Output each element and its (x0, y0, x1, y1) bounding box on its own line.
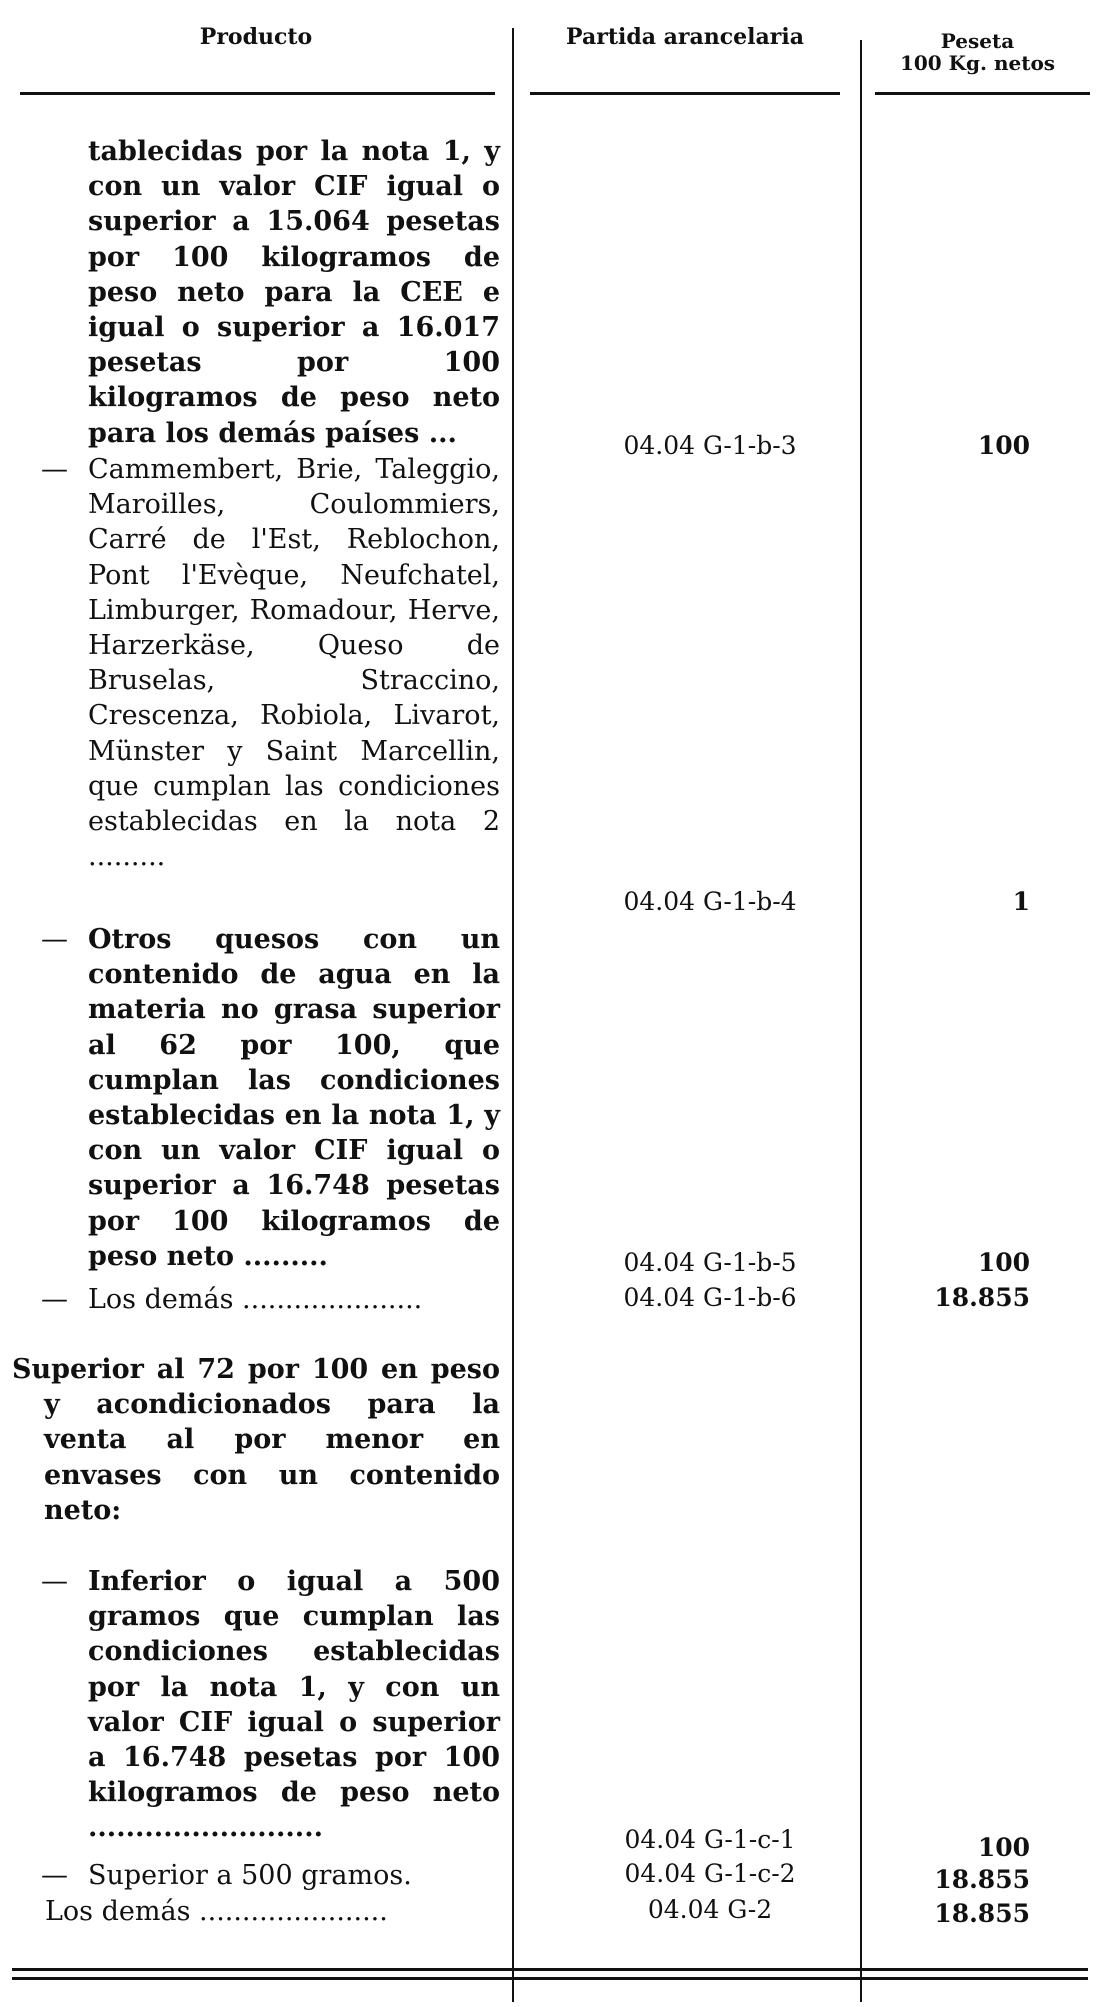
header-rule-3 (875, 92, 1090, 95)
column-divider-1 (512, 28, 514, 2002)
bottom-rule-2 (12, 1977, 1088, 1980)
row-value: 1 (1012, 887, 1030, 916)
dash-marker: — (41, 924, 68, 955)
row-description: — Cammembert, Brie, Taleggio, Maroilles, Coulommiers, Carré de l'Est, Reblochon, Pont l'Evèque, Neufchatel, Limburger, Romadour, Herve, Harzerkäse, Queso de Bruselas, Straccino, Crescenza, Robiola, Livarot, Münster y Saint Marcellin, que cumplan las condiciones establecidas en la nota 2 ......... (41, 454, 500, 873)
row-tariff: 04.04 G-2 (647, 1895, 773, 1924)
row-description: tablecidas por la nota 1, y con un valor CIF igual o superior a 15.064 pesetas por 100 kilogramos de peso neto para la CEE e igual o superior a 16.017 pesetas por 100 kilogramos de peso neto para los demás países ... (88, 136, 500, 449)
header-rule-2 (530, 92, 840, 95)
row-tariff: 04.04 G-1-c-2 (624, 1859, 796, 1888)
row-description: — Superior a 500 gramos. (88, 1858, 500, 1893)
column-divider-2 (860, 40, 862, 2002)
row-tariff: 04.04 G-1-b-6 (623, 1283, 797, 1312)
header-value (865, 30, 1090, 74)
row-tariff: 04.04 G-1-b-3 (623, 431, 797, 460)
header-rule-1 (20, 92, 495, 95)
header-value-line2: 100 Kg. netos (899, 51, 1056, 75)
row-description: — Inferior o igual a 500 gramos que cumplan las condiciones establecidas por la nota 1, y con un valor CIF igual o superior a 16.748 pesetas por 100 kilogramos de peso neto ......................... (41, 1566, 500, 1844)
section-heading: Superior al 72 por 100 en peso y acondicionados para la venta al por menor en envases con un contenido neto: (12, 1354, 500, 1526)
header-product: Producto (199, 24, 313, 50)
row-value: 18.855 (934, 1865, 1030, 1894)
row-value: 100 (977, 1248, 1030, 1277)
row-value: 18.855 (934, 1283, 1030, 1312)
bottom-rule-1 (12, 1968, 1088, 1971)
row-tariff: 04.04 G-1-b-5 (623, 1248, 797, 1277)
header-tariff: Partida arancelaria (566, 24, 804, 50)
row-tariff: 04.04 G-1-b-4 (623, 887, 797, 916)
row-description: — Otros quesos con un contenido de agua en la materia no grasa superior al 62 por 100, que cumplan las condiciones establecidas en la nota 1, y con un valor CIF igual o superior a 16.748 pesetas por 100 kilogramos de peso neto ......... (41, 924, 500, 1272)
header-value-line1: Peseta (940, 29, 1015, 53)
row-description: — Los demás ..................... (88, 1282, 500, 1317)
dash-marker: — (41, 1860, 68, 1891)
dash-marker: — (41, 1566, 68, 1597)
row-description: Los demás ...................... (45, 1896, 388, 1927)
row-tariff: 04.04 G-1-c-1 (624, 1825, 796, 1854)
dash-marker: — (41, 1284, 68, 1315)
row-value: 18.855 (934, 1899, 1030, 1928)
row-value: 100 (977, 431, 1030, 460)
row-value: 100 (977, 1833, 1030, 1862)
dash-marker: — (41, 454, 68, 485)
